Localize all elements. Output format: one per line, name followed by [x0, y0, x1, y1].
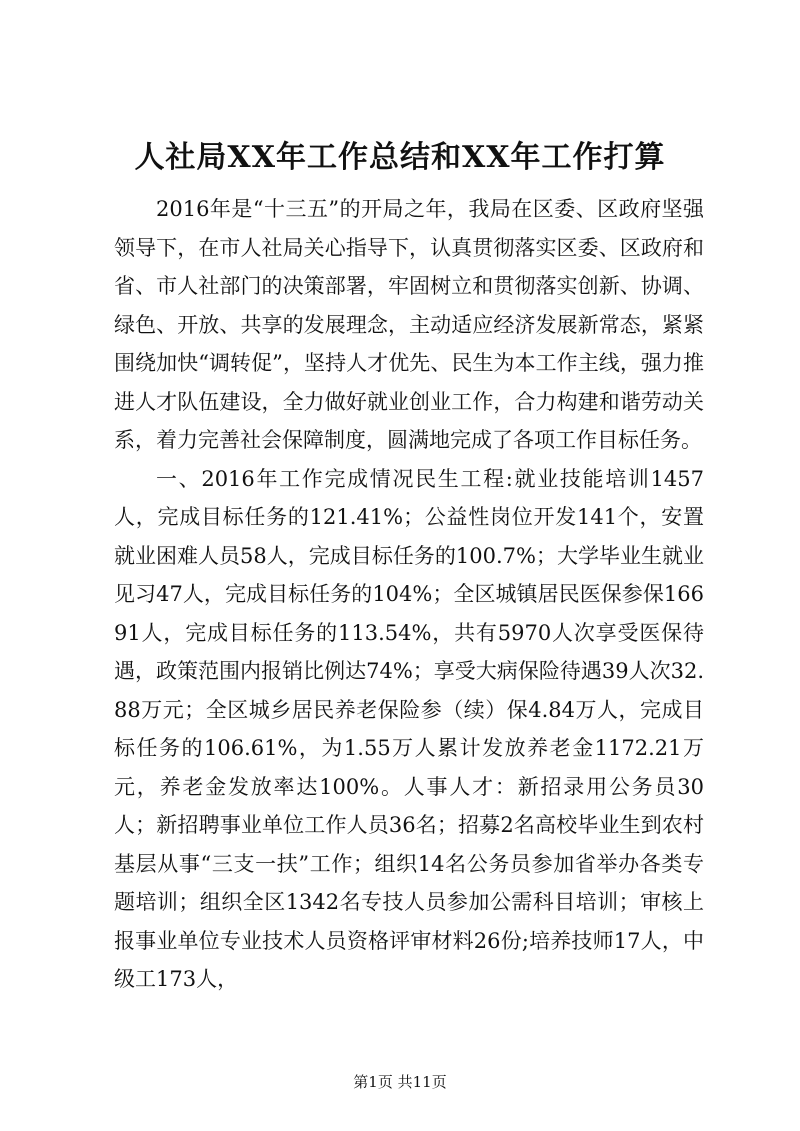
page-footer: 第1页 共11页: [353, 1073, 447, 1091]
section-one-paragraph: 一、2016年工作完成情况民生工程:就业技能培训1457人，完成目标任务的121.41%；公益性岗位开发141个，安置就业困难人员58人，完成目标任务的100.7%；大学毕业生就业见习47人，完成目标任务的104%；全区城镇居民医保参保16691人，完成目标任务的113.54%，共有5970人次享受医保待遇，政策范围内报销比例达74%；享受大病保险待遇39人次32.88万元；全区城乡居民养老保险参（续）保4.84万人，完成目标任务的106.61%，为1.55万人累计发放养老金1172.21万元，养老金发放率达100%。人事人才：新招录用公务员30人；新招聘事业单位工作人员36名；招募2名高校毕业生到农村基层从事“三支一扶”工作；组织14名公务员参加省举办各类专题培训；组织全区1342名专技人员参加公需科目培训；审核上报事业单位专业技术人员资格评审材料26份;培养技师17人，中级工173人，: [114, 466, 704, 991]
document-body: [114, 190, 704, 999]
intro-paragraph: 2016年是“十三五”的开局之年，我局在区委、区政府坚强领导下，在市人社局关心指导下，认真贯彻落实区委、区政府和省、市人社部门的决策部署，牢固树立和贯彻落实创新、协调、绿色、开放、共享的发展理念，主动适应经济发展新常态，紧紧围绕加快“调转促”，坚持人才优先、民生为本工作主线，强力推进人才队伍建设，全力做好就业创业工作，合力构建和谐劳动关系，着力完善社会保障制度，圆满地完成了各项工作目标任务。: [114, 197, 704, 452]
document-title: 人社局XX年工作总结和XX年工作打算: [134, 140, 666, 175]
